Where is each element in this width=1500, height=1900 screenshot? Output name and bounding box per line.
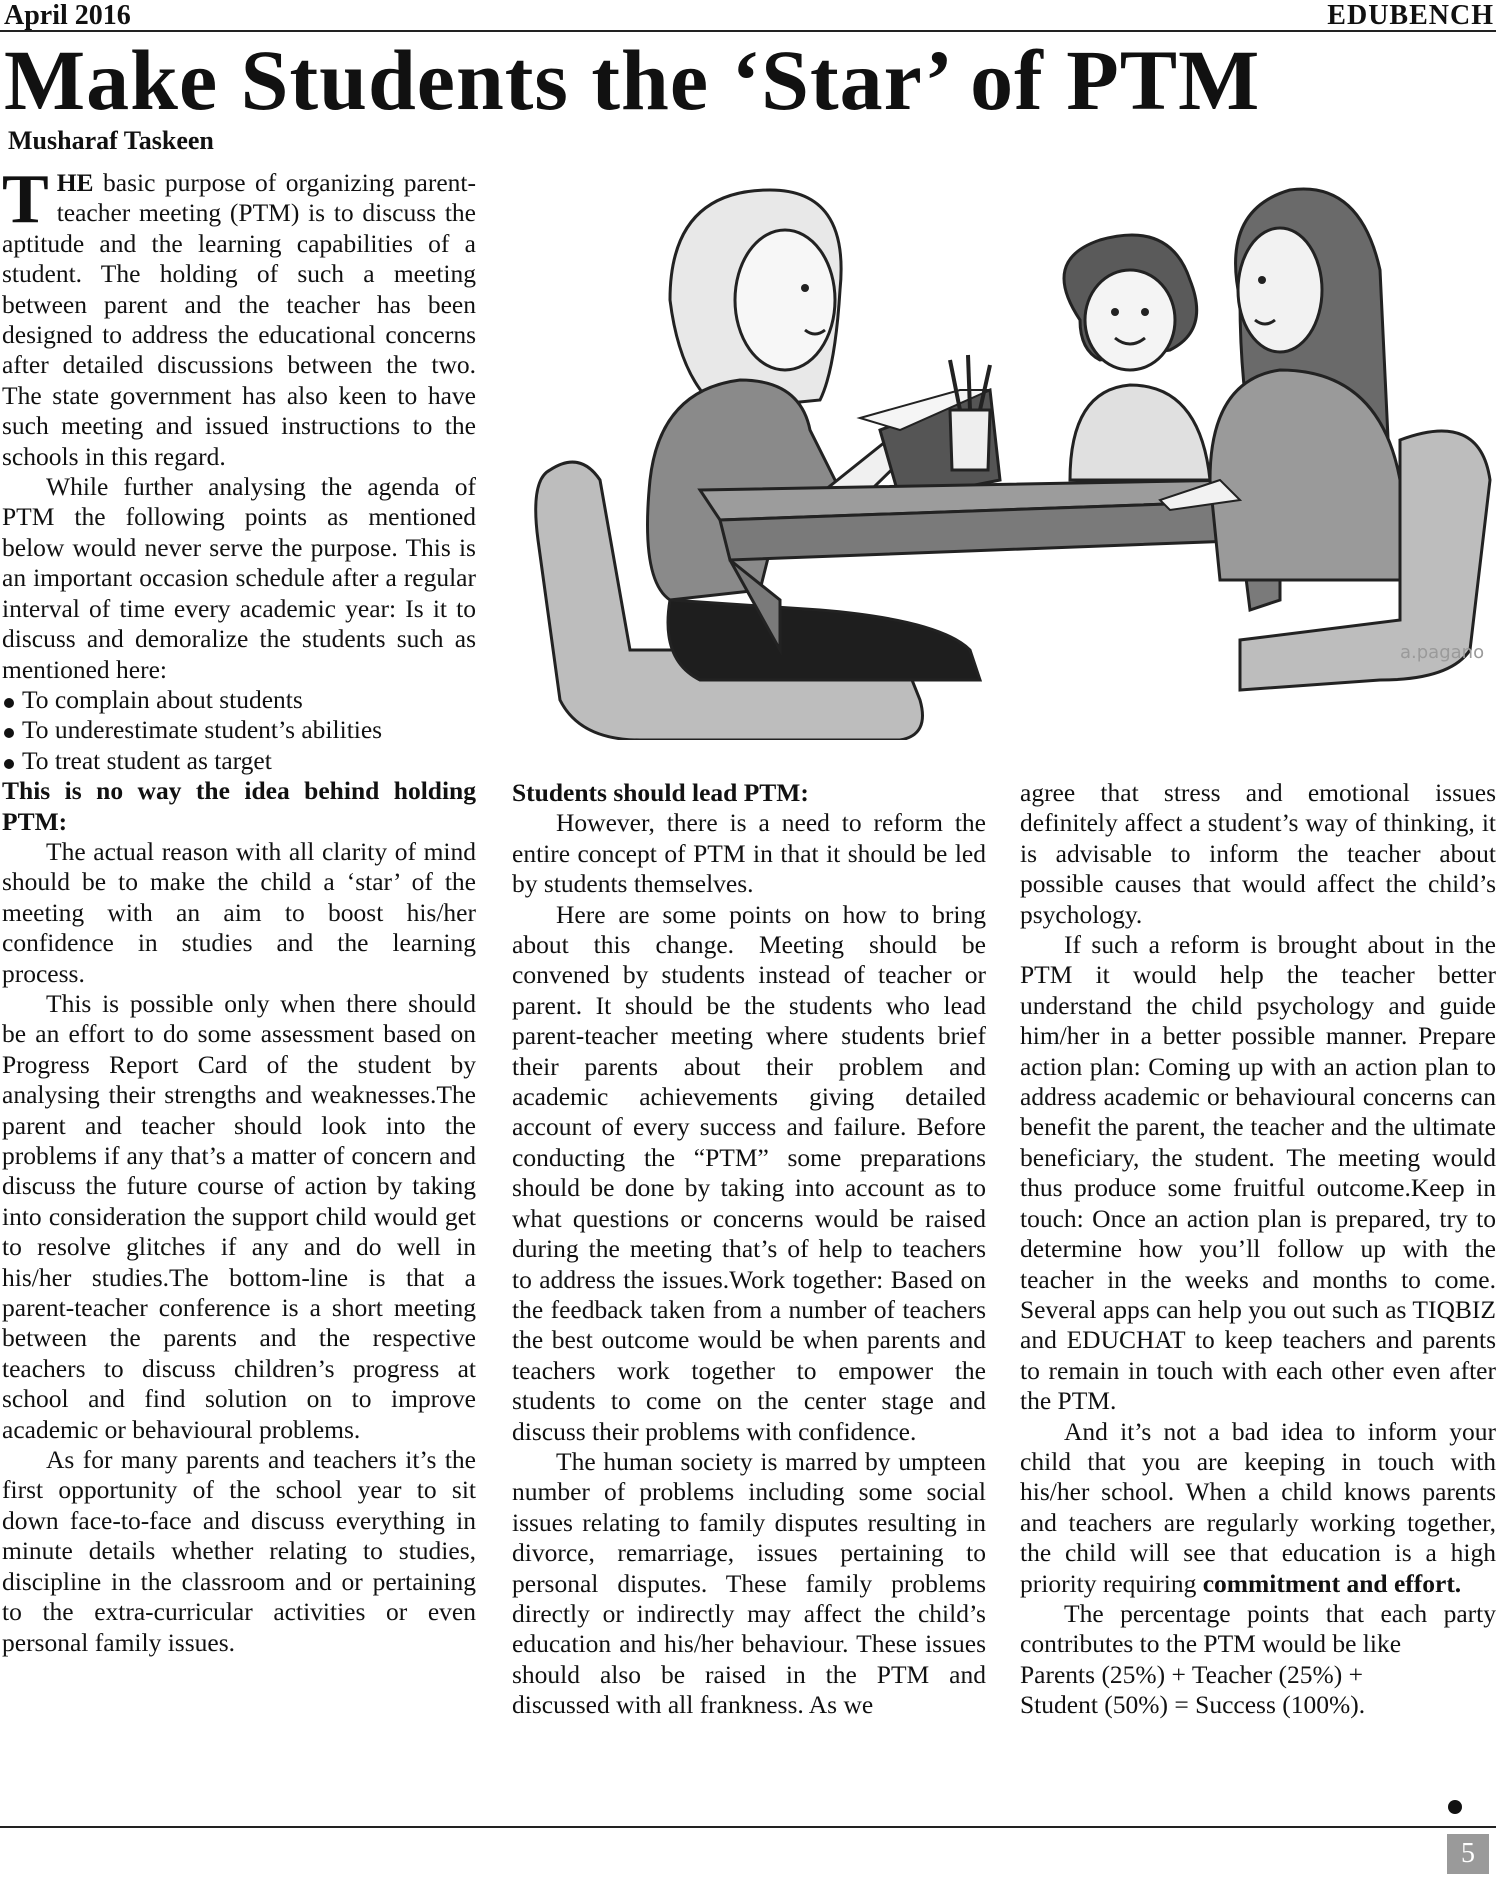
list-item: To treat student as target [2, 746, 476, 776]
publication-name: EDUBENCH [1327, 0, 1494, 31]
paragraph-stress: agree that stress and emotional issues definitely affect a student’s way of thinking, it is advisable to inform the teacher about possible causes that would affect the child’s psychology. [1020, 778, 1496, 929]
formula-line-2: Student (50%) = Success (100%). [1020, 1690, 1366, 1720]
paragraph-agenda: While further analysing the agenda of PTM the following points as mentioned below would never serve the purpose. This is an important occasion schedule after a regular interval of time every academic year: Is it to discuss and demoralize the students such as mentioned here: [2, 472, 476, 684]
ptm-illustration [520, 180, 1500, 740]
formula-line-1: Parents (25%) + Teacher (25%) + [1020, 1659, 1364, 1689]
page-header [0, 0, 1496, 32]
illustrator-signature: a.pagano [1400, 642, 1485, 663]
list-item: To complain about students [2, 685, 476, 715]
drop-cap: T [2, 161, 49, 238]
footer-divider [0, 1826, 1496, 1828]
article-column-3 [1020, 778, 1496, 1721]
bullet-list [2, 685, 476, 776]
end-mark [1448, 1800, 1462, 1814]
subheading-lead: Students should lead PTM: [512, 778, 809, 807]
article-column-1 [2, 161, 476, 1658]
intro-lead: HE [56, 168, 94, 197]
paragraph-action-plan: If such a reform is brought about in the PTM it would help the teacher better understand the child psychology and guide him/her in a better possible manner. Prepare action plan: Coming up with an action plan to address academic or behavioural concerns can benefit the parent, the teacher and the ultimate beneficiary, the student. The meeting would thus produce some fruitful outcome.Keep in touch: Once an action plan is prepared, try to determine how you’ll follow up with the teacher in the weeks and months to come. Several apps can help you out such as TIQBIZ and EDUCHAT to keep teachers and parents to remain in touch with each other even after the PTM. [1020, 930, 1496, 1416]
page-number: 5 [1447, 1834, 1489, 1874]
article-column-2 [512, 778, 986, 1721]
inform-text: And it’s not a bad idea to inform your child that you are keeping in touch with his/her school. When a child knows parents and teachers are regularly working together, the child will see that education is a high priority requiring [1020, 1416, 1496, 1598]
article-title: Make Students the ‘Star’ of PTM [4, 32, 1261, 128]
paragraph-points: Here are some points on how to bring about this change. Meeting should be convened by students instead of teacher or parent. It should be the students who lead parent-teacher meeting where students brief their parents about their problem and academic achievements giving detailed account of every success and failure. Before conducting the “PTM” some preparations should be done by taking into account as to what questions or concerns would be raised during the meeting that’s of help to teachers to address the issues.Work together: Based on the feedback taken from a number of teachers the best outcome would be when parents and teachers work together to empower the students to come on the center stage and discuss their problems with confidence. [512, 899, 986, 1446]
article-author: Musharaf Taskeen [8, 126, 214, 155]
paragraph-assessment: This is possible only when there should be an effort to do some assessment based on Progress Report Card of the student by analysing their strengths and weaknesses.The parent and teacher should look into the problems if any that’s a matter of concern and discuss the future course of action by taking into consideration the support child would get to resolve glitches if any and do well in his/her studies.The bottom-line is that a parent-teacher conference is a short meeting between the parents and the respective teachers to discuss children’s progress at school and find solution on to improve academic or behavioural problems. [2, 988, 476, 1444]
paragraph-inform-child [1020, 1417, 1496, 1599]
paragraph-reform: However, there is a need to reform the entire concept of PTM in that it should be led by students themselves. [512, 808, 986, 899]
issue-date: April 2016 [4, 0, 131, 31]
paragraph-reason: The actual reason with all clarity of mind should be to make the child a ‘star’ of the meeting with an aim to boost his/her confidence in studies and the learning process. [2, 836, 476, 988]
list-item: To underestimate student’s abilities [2, 715, 476, 745]
paragraph-percentage: The percentage points that each party contributes to the PTM would be like [1020, 1598, 1496, 1659]
paragraph-opportunity: As for many parents and teachers it’s the first opportunity of the school year to sit down face-to-face and discuss everything in minute details whether relating to studies, discipline in the classroom and or pertaining to the extra-curricular activities or even personal family issues. [2, 1445, 476, 1657]
paragraph-society: The human society is marred by umpteen number of problems including some social issues relating to family disputes resulting in divorce, remarriage, issues pertaining to personal disputes. These family problems directly or indirectly may affect the child’s education and his/her behaviour. These issues should also be raised in the PTM and discussed with all frankness. As we [512, 1446, 986, 1720]
commitment-bold: commitment and effort. [1202, 1568, 1462, 1598]
subheading-idea: This is no way the idea behind holding PTM: [2, 776, 476, 836]
intro-text: basic purpose of organizing parent-teacher meeting (PTM) is to discuss the aptitude and the learning capabilities of a student. The holding of such a meeting between parent and the teacher has been designed to address the educational concerns after detailed discussions between the two. The state government has also keen to have such meeting and issued instructions to the schools in this regard. [2, 168, 476, 471]
paragraph-intro [2, 161, 476, 472]
